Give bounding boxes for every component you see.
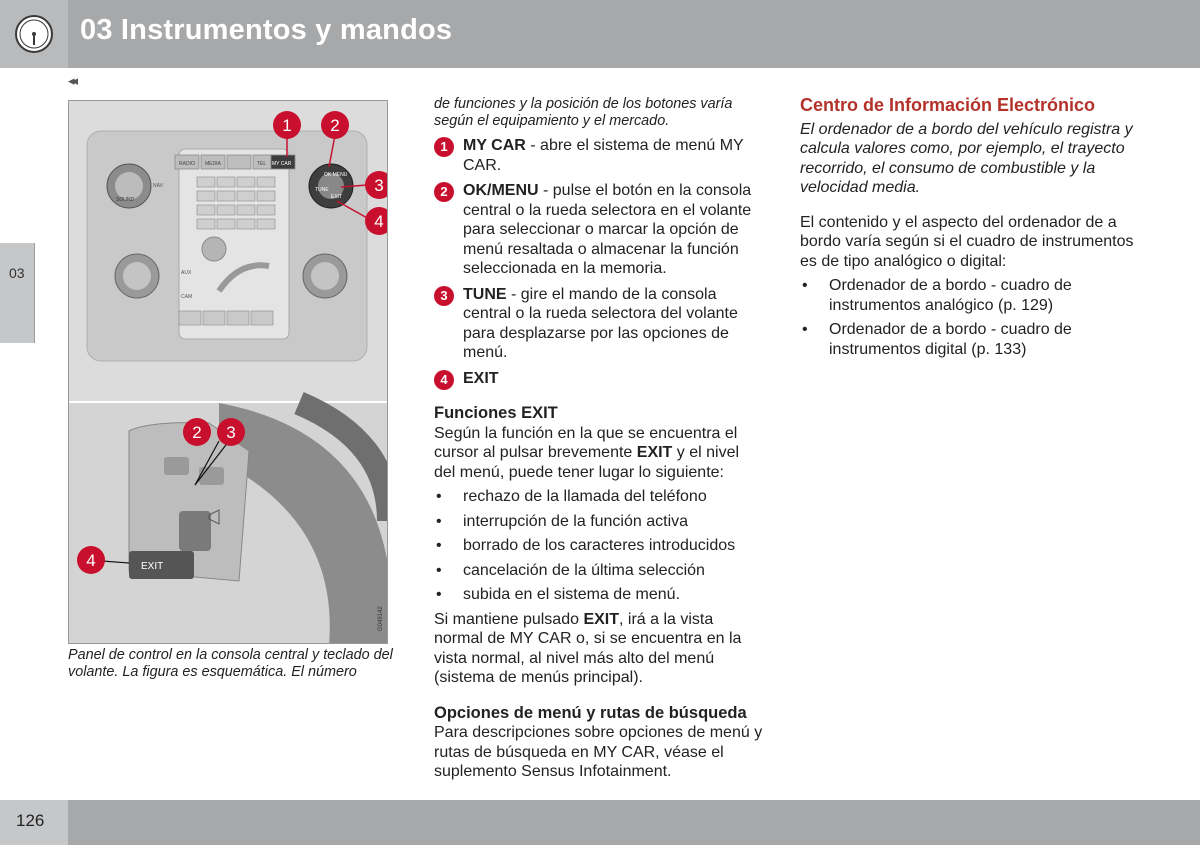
exit-paragraph bbox=[434, 424, 764, 483]
exit-para-bold: EXIT bbox=[636, 444, 673, 461]
wheel-callout-3-label: 3 bbox=[226, 423, 236, 442]
number-badge: 3 bbox=[434, 286, 454, 306]
exit-para-text: Según la función en la que se encuentra el cursor al pulsar brevemente bbox=[434, 424, 738, 461]
gauge-icon bbox=[14, 14, 54, 54]
list-item-exit bbox=[434, 369, 764, 389]
page-number: 126 bbox=[16, 811, 45, 830]
chapter-title: 03 Instrumentos y mandos bbox=[80, 14, 453, 46]
footer-bar bbox=[0, 800, 1200, 845]
number-badge: 2 bbox=[434, 182, 454, 202]
console-label-nav: NAV bbox=[153, 183, 163, 189]
console-label-aux: AUX bbox=[181, 270, 192, 276]
list-item: • interrupción de la función activa bbox=[434, 512, 764, 532]
console-label-sound: SOUND bbox=[116, 197, 135, 203]
figure-caption: Panel de control en la consola central y teclado del volante. La figura es esquemática. El número bbox=[68, 647, 393, 680]
wheel-callout-4-label: 4 bbox=[86, 551, 96, 570]
item-text: - abre el sistema de menú MY CAR. bbox=[463, 137, 744, 174]
list-item-okmenu bbox=[434, 181, 764, 279]
callout-3-label: 3 bbox=[374, 176, 384, 195]
console-label-mycar: MY CAR bbox=[272, 161, 292, 167]
hold-exit-paragraph bbox=[434, 610, 764, 688]
item-term: EXIT bbox=[463, 369, 499, 387]
callout-1-label: 1 bbox=[282, 116, 292, 135]
side-tab-label: 03 bbox=[9, 265, 25, 281]
console-label-media: MEDIA bbox=[205, 161, 221, 167]
console-label-exit: EXIT bbox=[331, 194, 343, 200]
right-column bbox=[800, 96, 1140, 364]
wheel-exit-label: EXIT bbox=[141, 561, 164, 572]
console-label-okmenu: OK MENU bbox=[324, 172, 348, 178]
controls-figure bbox=[68, 100, 388, 644]
chapter-side-tab[interactable] bbox=[0, 243, 35, 343]
list-item-tune bbox=[434, 285, 764, 363]
exit-functions-heading: Funciones EXIT bbox=[434, 404, 558, 422]
list-item-link[interactable]: • Ordenador de a bordo - cuadro de instrumentos analógico (p. 129) bbox=[800, 276, 1140, 315]
list-item-mycar bbox=[434, 136, 764, 175]
list-item-link[interactable]: • Ordenador de a bordo - cuadro de instrumentos digital (p. 133) bbox=[800, 320, 1140, 359]
item-term: MY CAR bbox=[463, 137, 526, 154]
number-badge: 4 bbox=[434, 370, 454, 390]
menu-options-paragraph: Para descripciones sobre opciones de menú y rutas de búsqueda en MY CAR, véase el suplemento Sensus Infotainment. bbox=[434, 724, 763, 780]
chapter-icon-box bbox=[0, 0, 68, 68]
item-text: - gire el mando de la consola central o la rueda selectora del volante para desplazarse por las opciones de menú. bbox=[463, 285, 738, 361]
item-text: - pulse el botón en la consola central o la rueda selectora en el volante para seleccionar o marcar la opción de menú resaltada o almacenar la función seleccionada en la memoria. bbox=[463, 182, 752, 277]
hold-para-bold: EXIT bbox=[583, 610, 619, 628]
console-label-tel: TEL bbox=[257, 161, 267, 167]
list-item: • subida en el sistema de menú. bbox=[434, 585, 764, 605]
section-heading: Centro de Información Electrónico bbox=[800, 95, 1096, 115]
exit-bullet-list bbox=[434, 487, 764, 605]
right-bullet-list bbox=[800, 276, 1140, 359]
middle-column bbox=[434, 96, 764, 782]
list-item: • rechazo de la llamada del teléfono bbox=[434, 487, 764, 507]
hold-para-text: Si mantiene pulsado bbox=[434, 610, 584, 628]
right-intro: El ordenador de a bordo del vehículo registra y calcula valores como, por ejemplo, el trayecto recorrido, el consumo de combustible y la velocidad media. bbox=[800, 120, 1133, 196]
middle-intro: de funciones y la posición de los botones varía según el equipamiento y el mercado. bbox=[434, 96, 733, 129]
exit-para-text-end: y el nivel del menú, puede tener lugar lo siguiente: bbox=[434, 444, 740, 481]
back-nav-link[interactable]: ◂◂ bbox=[68, 73, 76, 88]
callout-4-label: 4 bbox=[374, 212, 384, 231]
item-term: OK/MENU bbox=[463, 182, 539, 199]
list-item: • borrado de los caracteres introducidos bbox=[434, 536, 764, 556]
number-badge: 1 bbox=[434, 137, 454, 157]
console-label-tune: TUNE bbox=[315, 187, 329, 193]
list-item: • cancelación de la última selección bbox=[434, 561, 764, 581]
right-paragraph: El contenido y el aspecto del ordenador de a bordo varía según si el cuadro de instrumentos es de tipo analógico o digital: bbox=[800, 213, 1134, 270]
hold-para-text-end: , irá a la vista normal de MY CAR o, si se encuentra en la vista normal, al nivel más alto del menú (sistema de menús principal). bbox=[434, 610, 742, 686]
console-label-radio: RADIO bbox=[179, 161, 195, 167]
item-term: TUNE bbox=[463, 285, 507, 303]
callout-2-label: 2 bbox=[330, 116, 340, 135]
menu-options-heading: Opciones de menú y rutas de búsqueda bbox=[434, 703, 747, 722]
wheel-callout-2-label: 2 bbox=[192, 423, 202, 442]
figure-code: G049142 bbox=[378, 606, 384, 631]
console-label-cam: CAM bbox=[181, 294, 193, 300]
